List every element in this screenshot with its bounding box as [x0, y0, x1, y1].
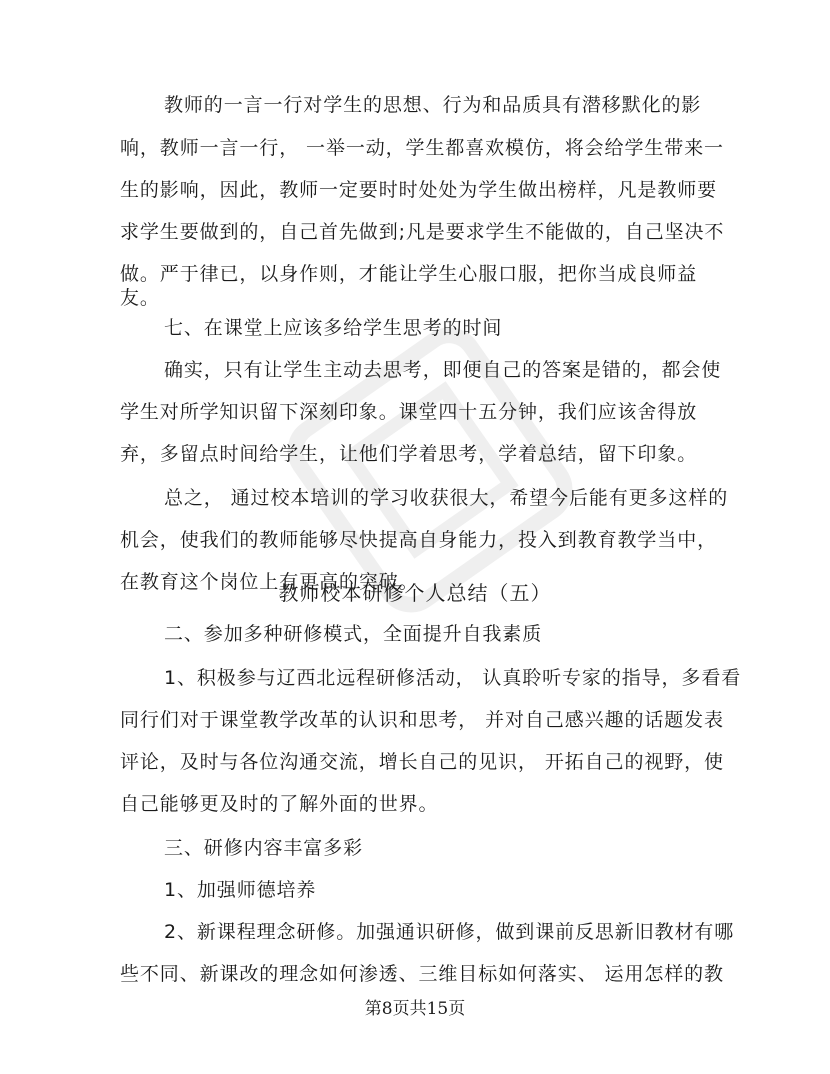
paragraph-line: 自己能够更及时的了解外面的世界。 — [120, 793, 439, 815]
paragraph-line: 些不同、新课改的理念如何渗透、三维目标如何落实、 运用怎样的教 — [120, 963, 724, 985]
paragraph-line: 弃，多留点时间给学生，让他们学着思考，学着总结，留下印象。 — [120, 443, 698, 465]
paragraph-line: 做。严于律已，以身作则，才能让学生心服口服，把你当成良师益 — [120, 263, 698, 285]
section-heading: 七、在课堂上应该多给学生思考的时间 — [164, 317, 503, 339]
paragraph-line: 求学生要做到的，自己首先做到;凡是要求学生不能做的，自己坚决不 — [120, 221, 725, 243]
paragraph-line: 总之， 通过校本培训的学习收获很大，希望今后能有更多这样的 — [164, 487, 729, 509]
paragraph-line: 机会，使我们的教师能够尽快提高自身能力，投入到教育教学当中， — [120, 529, 718, 551]
paragraph-line: 评论，及时与各位沟通交流，增长自己的见识， 开拓自己的视野，使 — [120, 751, 724, 773]
paragraph-line: 响，教师一言一行， 一举一动，学生都喜欢模仿，将会给学生带来一 — [120, 137, 724, 159]
paragraph-line: 生的影响，因此，教师一定要时时处处为学生做出榜样，凡是教师要 — [120, 179, 718, 201]
paragraph-line: 1、积极参与辽西北远程研修活动， 认真聆听专家的指导，多看看 — [164, 667, 742, 689]
paragraph-line: 教师的一言一行对学生的思想、行为和品质具有潜移默化的影 — [164, 94, 702, 116]
paragraph-line: 确实，只有让学生主动去思考，即便自己的答案是错的，都会使 — [164, 359, 722, 381]
paragraph-line: 2、新课程理念研修。加强通识研修，做到课前反思新旧教材有哪 — [164, 921, 735, 943]
paragraph-line: 学生对所学知识留下深刻印象。课堂四十五分钟，我们应该舍得放 — [120, 401, 698, 423]
section-heading: 1、加强师德培养 — [164, 879, 317, 901]
paragraph-line: 在教育这个岗位上有更高的突破。 — [120, 571, 419, 593]
paragraph-line: 友。 — [120, 287, 160, 309]
section-heading: 二、参加多种研修模式，全面提升自我素质 — [164, 623, 543, 645]
paragraph-line: 同行们对于课堂教学改革的认识和思考， 并对自己感兴趣的话题发表 — [120, 709, 724, 731]
page-title: 教师校本研修个人总结（五） — [278, 581, 552, 605]
section-heading: 三、研修内容丰富多彩 — [164, 837, 364, 859]
page-number: 第8页共15页 — [364, 999, 466, 1019]
